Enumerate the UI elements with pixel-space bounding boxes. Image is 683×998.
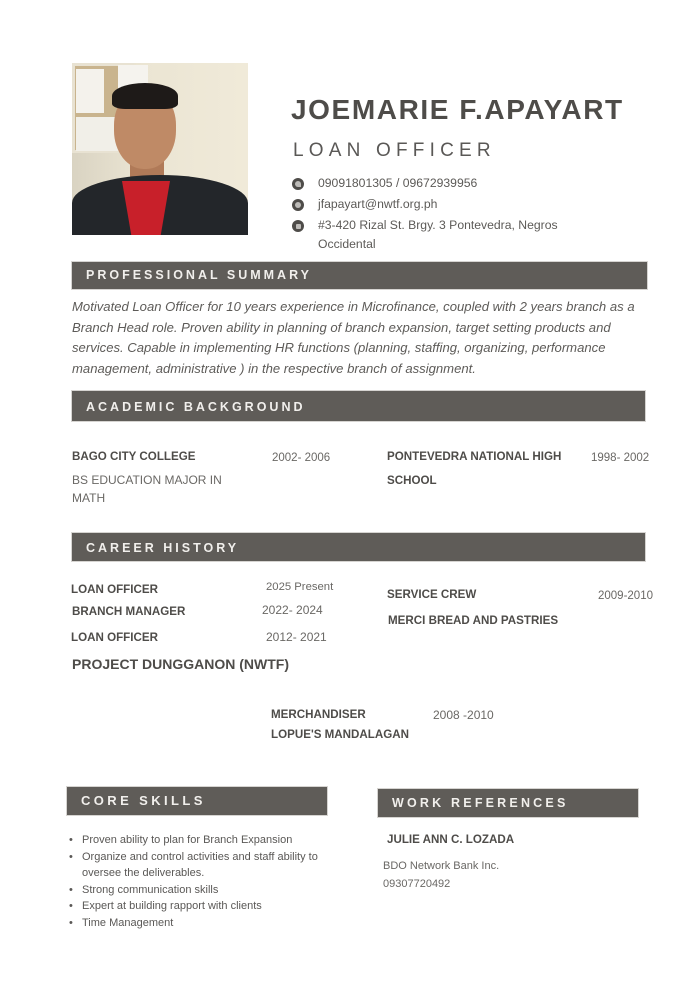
contact-address xyxy=(292,216,582,254)
skill-item: • Organize and control activities and staff ability to oversee the deliverables. xyxy=(68,849,338,882)
career-role: LOAN OFFICER xyxy=(71,583,158,596)
contact-email xyxy=(292,195,582,214)
phone-icon xyxy=(292,178,304,190)
contact-phone xyxy=(292,174,582,193)
school-name: BAGO CITY COLLEGE xyxy=(72,450,196,463)
phone-text: 09091801305 / 09672939956 xyxy=(318,176,478,190)
career-years: 2022- 2024 xyxy=(262,603,323,617)
candidate-title: LOAN OFFICER xyxy=(293,140,496,161)
degree-line2: MATH xyxy=(72,491,106,505)
section-header-academic: ACADEMIC BACKGROUND xyxy=(72,391,645,421)
contact-list xyxy=(292,174,582,256)
career-role: LOAN OFFICER xyxy=(71,631,158,644)
section-header-skills: CORE SKILLS xyxy=(67,787,327,815)
profile-photo xyxy=(72,63,248,235)
career-years: 2012- 2021 xyxy=(266,630,327,644)
home-icon xyxy=(292,220,304,232)
career-role: SERVICE CREW xyxy=(387,588,477,601)
career-years: 2025 Present xyxy=(266,581,334,593)
highschool-name-line1: PONTEVEDRA NATIONAL HIGH xyxy=(387,450,562,463)
career-years: 2008 -2010 xyxy=(433,708,494,722)
reference-name: JULIE ANN C. LOZADA xyxy=(387,833,515,846)
reference-phone: 09307720492 xyxy=(383,878,451,890)
email-text: jfapayart@nwtf.org.ph xyxy=(318,197,438,211)
candidate-name: JOEMARIE F.APAYART xyxy=(291,94,624,125)
degree-line1: BS EDUCATION MAJOR IN xyxy=(72,473,222,487)
section-header-career: CAREER HISTORY xyxy=(72,533,645,561)
email-icon xyxy=(292,199,304,211)
skills-list xyxy=(68,832,338,932)
career-employer: PROJECT DUNGGANON (NWTF) xyxy=(72,656,289,672)
section-header-references: WORK REFERENCES xyxy=(378,789,638,817)
career-role: BRANCH MANAGER xyxy=(72,605,186,618)
summary-text: Motivated Loan Officer for 10 years experience in Microfinance, coupled with 2 years branch as a Branch Head role. Proven ability in planning of branch expansion, target setting products and services. Capable in implementing HR functions (planning, staffing, organizing, performance management, administrative ) in the respective branch of assignment. xyxy=(72,299,635,376)
section-header-summary: PROFESSIONAL SUMMARY xyxy=(72,262,647,289)
skill-item: • Expert at building rapport with clients xyxy=(68,898,338,915)
highschool-years: 1998- 2002 xyxy=(591,452,650,464)
career-employer: LOPUE'S MANDALAGAN xyxy=(271,728,410,741)
address-text: #3-420 Rizal St. Brgy. 3 Pontevedra, Negros Occidental xyxy=(318,218,558,251)
skill-item: • Proven ability to plan for Branch Expansion xyxy=(68,832,338,849)
skill-item: • Strong communication skills xyxy=(68,882,338,899)
career-years: 2009-2010 xyxy=(598,590,653,602)
career-employer: MERCI BREAD AND PASTRIES xyxy=(388,614,559,627)
school-years: 2002- 2006 xyxy=(272,452,331,464)
skill-item: • Time Management xyxy=(68,915,338,932)
highschool-name-line2: SCHOOL xyxy=(387,474,437,487)
career-role: MERCHANDISER xyxy=(271,708,366,721)
reference-company: BDO Network Bank Inc. xyxy=(383,860,500,872)
